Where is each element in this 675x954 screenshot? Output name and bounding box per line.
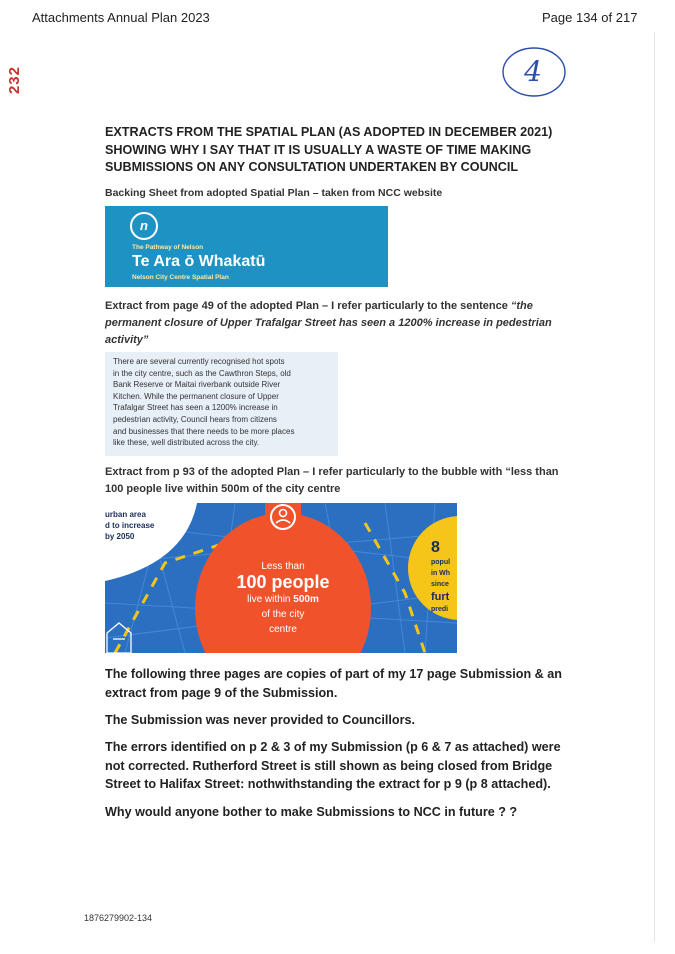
plan-quote-box	[105, 352, 338, 456]
left-line: by 2050	[105, 532, 135, 541]
extract1-quote: “the permanent closure of Upper Trafalgar Street has seen a 1200% increase in pedestrian activity”	[105, 300, 552, 346]
quote-line: pedestrian activity, Council hears from citizens	[113, 414, 277, 424]
bubble-line: of the city	[261, 609, 305, 620]
paragraph-question: Why would anyone bother to make Submissions to NCC in future ? ?	[105, 805, 518, 819]
left-line: d to increase	[105, 521, 155, 530]
bubble-emphasis: 500m	[293, 594, 319, 605]
title-line: SHOWING WHY I SAY THAT IT IS USUALLY A WASTE OF TIME MAKING	[105, 142, 532, 157]
backing-sheet-caption: Backing Sheet from adopted Spatial Plan – taken from NCC website	[105, 187, 443, 199]
right-line: in Wh	[431, 570, 451, 577]
infographic-right-text	[431, 539, 457, 615]
right-line: since	[431, 581, 449, 588]
right-line: predi	[431, 606, 449, 613]
para-line: The errors identified on p 2 & 3 of my Submission (p 6 & 7 as attached) were	[105, 740, 561, 754]
bubble-line: centre	[269, 624, 297, 635]
page-edge-line	[654, 32, 655, 942]
quote-line: Bank Reserve or Maitai riverbank outside River	[113, 380, 281, 390]
banner-pretitle: The Pathway of Nelson	[132, 244, 204, 251]
quote-line: Trafalgar Street has seen a 1200% increase in	[113, 403, 278, 413]
left-line: urban area	[105, 510, 146, 519]
page-counter: Page 134 of 217	[542, 10, 638, 25]
extract2-line: Extract from p 93 of the adopted Plan – I refer particularly to the bubble with “less than	[105, 466, 559, 478]
paragraph-errors	[105, 738, 565, 794]
quote-line: in the city centre, such as the Cawthron Steps, old	[113, 368, 291, 378]
paragraph-not-provided: The Submission was never provided to Councillors.	[105, 713, 416, 727]
para-line: not corrected. Rutherford Street is still shown as being closed from Bridge	[105, 758, 553, 773]
right-line: 8	[431, 539, 440, 556]
document-title	[105, 124, 565, 177]
right-line: popul	[431, 559, 451, 566]
spatial-plan-banner	[105, 206, 388, 287]
side-page-number: 232	[6, 66, 23, 95]
title-line: EXTRACTS FROM THE SPATIAL PLAN (AS ADOPTED IN DECEMBER 2021)	[105, 125, 553, 139]
right-line: furt	[431, 591, 450, 603]
infographic-bubble-text	[215, 561, 351, 637]
para-line: The following three pages are copies of part of my 17 page Submission & an	[105, 667, 562, 681]
bubble-line: Less than	[261, 561, 305, 572]
extract1-text	[105, 298, 555, 349]
paragraph-submission-copies	[105, 665, 565, 702]
title-line: SUBMISSIONS ON ANY CONSULTATION UNDERTAKEN BY COUNCIL	[105, 160, 519, 174]
quote-line: and businesses that there needs to be more places	[113, 426, 295, 436]
para-line: Street to Halifax Street: nothwithstanding the extract for p 9 (p 8 attached).	[105, 777, 551, 791]
city-infographic	[105, 503, 457, 653]
bubble-headline: 100 people	[236, 572, 330, 592]
extract2-text	[105, 464, 565, 498]
handwritten-number: 4	[524, 55, 542, 88]
header-left: Attachments Annual Plan 2023	[32, 10, 210, 25]
ncc-logo-icon: n	[130, 212, 158, 240]
extract1-lead: Extract from page 49 of the adopted Plan – I refer particularly to the sentence	[105, 300, 511, 312]
para-line: extract from page 9 of the Submission.	[105, 685, 338, 700]
bubble-line: live within	[247, 594, 294, 605]
banner-title: Te Ara ō Whakatū	[132, 253, 266, 270]
banner-subtitle: Nelson City Centre Spatial Plan	[132, 274, 229, 281]
handwritten-circled-number	[500, 44, 568, 100]
extract2-line: 100 people live within 500m of the city centre	[105, 483, 341, 495]
infographic-left-text	[105, 509, 154, 542]
quote-line: like these, well distributed across the city.	[113, 438, 260, 448]
quote-line: There are several currently recognised hot spots	[113, 357, 285, 366]
quote-line: Kitchen. While the permanent closure of Upper	[113, 391, 279, 401]
document-id-footer: 1876279902-134	[84, 913, 153, 923]
